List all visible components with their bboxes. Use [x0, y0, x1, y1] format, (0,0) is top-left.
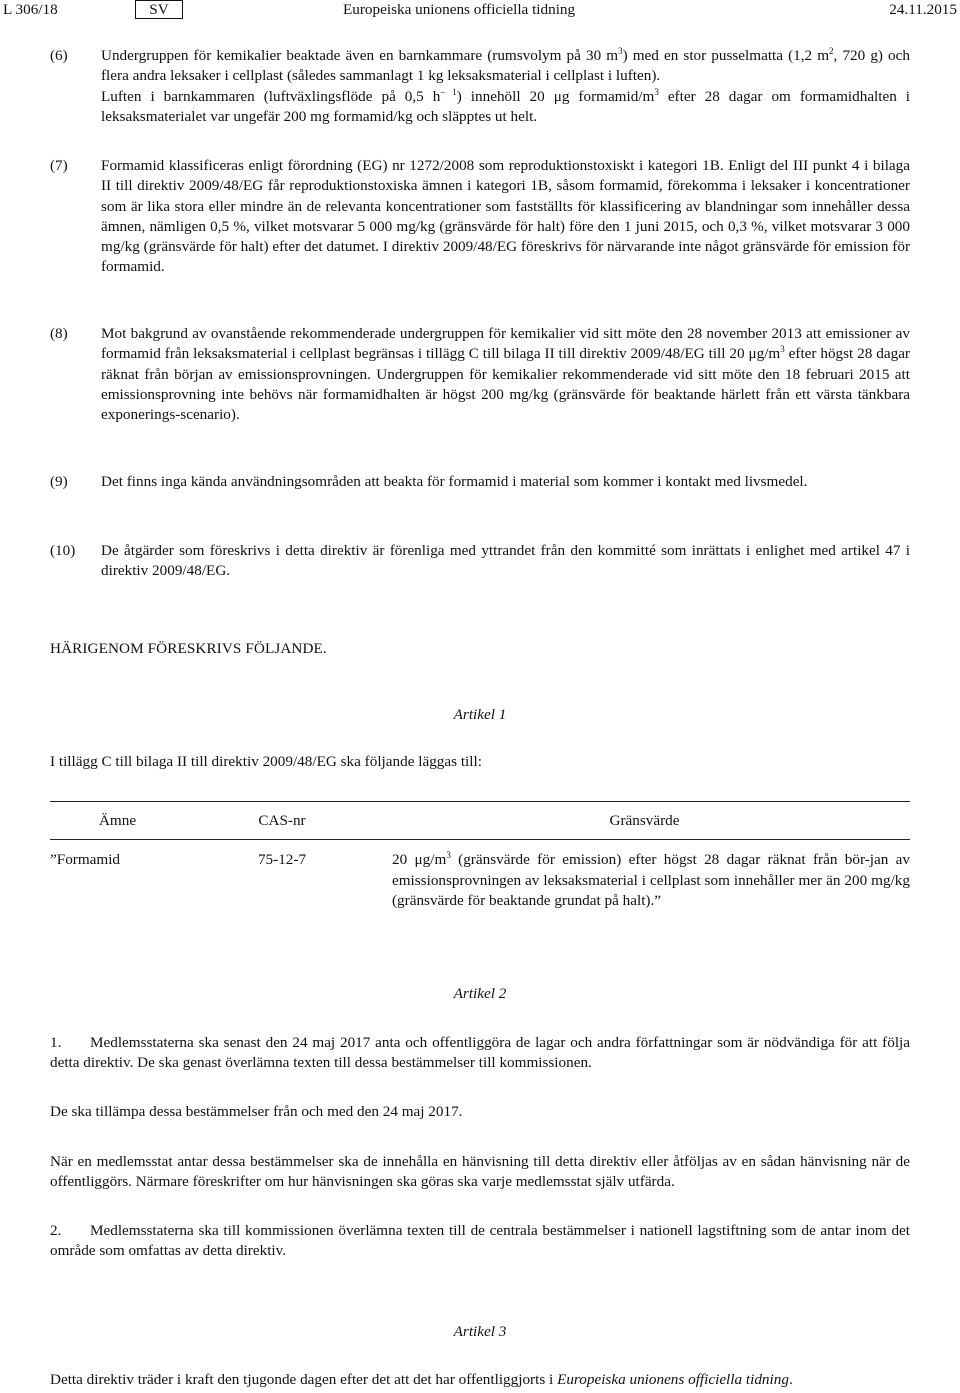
paragraph-number: 2.: [50, 1222, 62, 1239]
recital-number: (9): [50, 473, 68, 490]
superscript: 2: [829, 46, 834, 56]
cell-substance: ”Formamid: [50, 851, 121, 869]
recital-number: (8): [50, 325, 68, 342]
recital-number: (6): [50, 47, 68, 64]
recital-sentence: [101, 87, 910, 128]
cell-limit: [379, 840, 910, 911]
column-header-cas: CAS-nr: [185, 802, 379, 840]
text-run: Mot bakgrund av ovanstående rekommenderade undergruppen för kemikalier vid sitt möte den 28 november 2013 att emissioner av formamid från leksaksmaterial i cellplast begränsas i tillägg C till bilaga II till direktiv 2009/48/EG till 20 μg/m: [101, 325, 910, 363]
recital-text: De åtgärder som föreskrivs i detta direktiv är förenliga med yttrandet från den kommitté som inrättats i enlighet med artikel 47 i direktiv 2009/48/EG.: [101, 542, 910, 580]
superscript: 3: [618, 46, 623, 56]
recital-number: (10): [50, 542, 76, 559]
text-run: Medlemsstaterna ska till kommissionen överlämna texten till de centrala bestämmelser i nationell lagstiftning som de antar inom det område som omfattas av detta direktiv.: [50, 1222, 910, 1260]
column-header-limit: Gränsvärde: [379, 802, 910, 840]
superscript: – 1: [440, 86, 457, 97]
text-run: Undergruppen för kemikalier beaktade även en barnkammare (rumsvolym på 30 m: [101, 47, 619, 64]
table-header-row: [50, 802, 910, 840]
article-2-paragraph-1: [50, 1033, 910, 1074]
recital-6: [50, 46, 910, 127]
recital-8: [50, 324, 910, 425]
column-header-substance: Ämne: [50, 802, 185, 840]
text-run: ) innehöll 20 μg formamid/m: [456, 87, 655, 105]
recital-9: [50, 472, 910, 492]
enacting-formula: HÄRIGENOM FÖRESKRIVS FÖLJANDE.: [50, 640, 327, 657]
journal-name-italic: Europeiska unionens officiella tidning: [557, 1371, 789, 1388]
text-run: Detta direktiv träder i kraft den tjugonde dagen efter det att det har offentliggjorts i: [50, 1371, 558, 1388]
publication-date: 24.11.2015: [889, 1, 957, 18]
text-run: .: [788, 1371, 793, 1388]
recital-text: Formamid klassificeras enligt förordning (EG) nr 1272/2008 som reproduktionstoxiskt i kategori 1B. Enligt del III punkt 4 i bilaga II till direktiv 2009/48/EG får reproduktionstoxiska ämnen i kategori 1B, såsom formamid, förekomma i leksaker i koncentrationer som är lika stora eller mindre än de relevanta koncentrationer som fastställts för klassificering av blandningar som innehåller dessa ämnen, nämligen 0,5 %, vilket motsvarar 5 000 mg/kg (gränsvärde för halt) före den 1 juni 2015, och 0,3 %, vilket motsvarar 3 000 mg/kg (gränsvärde för halt) efter det datumet. I direktiv 2009/48/EG föreskrivs för närvarande inte något gränsvärde för emission för formamid.: [101, 157, 910, 276]
article-3-title: Artikel 3: [453, 1323, 507, 1340]
recital-10: [50, 541, 910, 582]
text-run: Medlemsstaterna ska senast den 24 maj 2017 anta och offentliggöra de lagar och andra författningar som är nödvändiga för att följa detta direktiv. De ska genast överlämna texten till dessa bestämmelser till kommissionen.: [50, 1034, 910, 1072]
superscript: 3: [780, 344, 785, 355]
paragraph-number: 1.: [50, 1034, 62, 1051]
journal-title: Europeiska unionens officiella tidning: [343, 1, 576, 18]
recital-number: (7): [50, 157, 68, 174]
language-box: SV: [135, 0, 183, 19]
text-run: 20 μg/m: [392, 851, 447, 869]
article-2-paragraph-1c: När en medlemsstat antar dessa bestämmelser ska de innehålla en hänvisning till detta direktiv eller åtföljas av en sådan hänvisning när de offentliggörs. Närmare föreskrifter om hur hänvisningen ska göras ska varje medlemsstat själv utfärda.: [50, 1153, 910, 1191]
recital-text: [101, 46, 910, 127]
article-1-title: Artikel 1: [453, 706, 507, 723]
annex-table: [50, 801, 910, 911]
text-run: ) med en stor pusselmatta (1,2 m: [622, 47, 830, 64]
recital-text: [101, 324, 910, 425]
recital-7: [50, 156, 910, 278]
superscript: 3: [446, 850, 451, 861]
text-run: Luften i barnkammaren (luftväxlingsflöde på 0,5 h: [101, 87, 441, 105]
text-run: (gränsvärde för emission) efter högst 28 dagar räknat från bör-jan av emissionsprovningen av leksaksmaterial i cellplast som innehåller mer än 200 mg/kg (gränsvärde för beaktande grundat på halt).”: [392, 851, 910, 909]
text-run: efter högst 28 dagar räknat från början av emissionsprovningen. Undergruppen för kemikalier rekommenderade vid sitt möte den 18 februari 2015 att emissionsprovning inte behövs när formamidhalten är högst 200 mg/kg (gränsvärde för beaktande härlett från ett värsta tänkbara exponerings-scenario).: [101, 345, 910, 424]
cell-cas: 75-12-7: [257, 851, 307, 869]
article-2-paragraph-1b: De ska tillämpa dessa bestämmelser från och med den 24 maj 2017.: [50, 1103, 463, 1120]
article-2-paragraph-2: [50, 1221, 910, 1262]
text-run: efter 28 dagar om formamidhalten i leksaksmaterialet var ungefär 200 mg formamid/kg och släpptes ut helt.: [101, 87, 911, 125]
page-reference: L 306/18: [3, 1, 58, 18]
article-3-text: [50, 1370, 910, 1390]
recital-text: Det finns inga kända användningsområden att beakta för formamid i material som kommer i kontakt med livsmedel.: [101, 473, 808, 490]
recital-sentence: [101, 46, 910, 87]
text-run: , 720 g) och flera andra leksaker i cellplast (således sammanlagt 1 kg leksaksmaterial i cellplast i luften).: [101, 47, 910, 85]
table-row: [50, 840, 910, 911]
superscript: 3: [654, 86, 659, 97]
article-2-title: Artikel 2: [453, 985, 507, 1002]
page-header: [0, 0, 960, 22]
article-1-intro: I tillägg C till bilaga II till direktiv 2009/48/EG ska följande läggas till:: [50, 753, 482, 770]
